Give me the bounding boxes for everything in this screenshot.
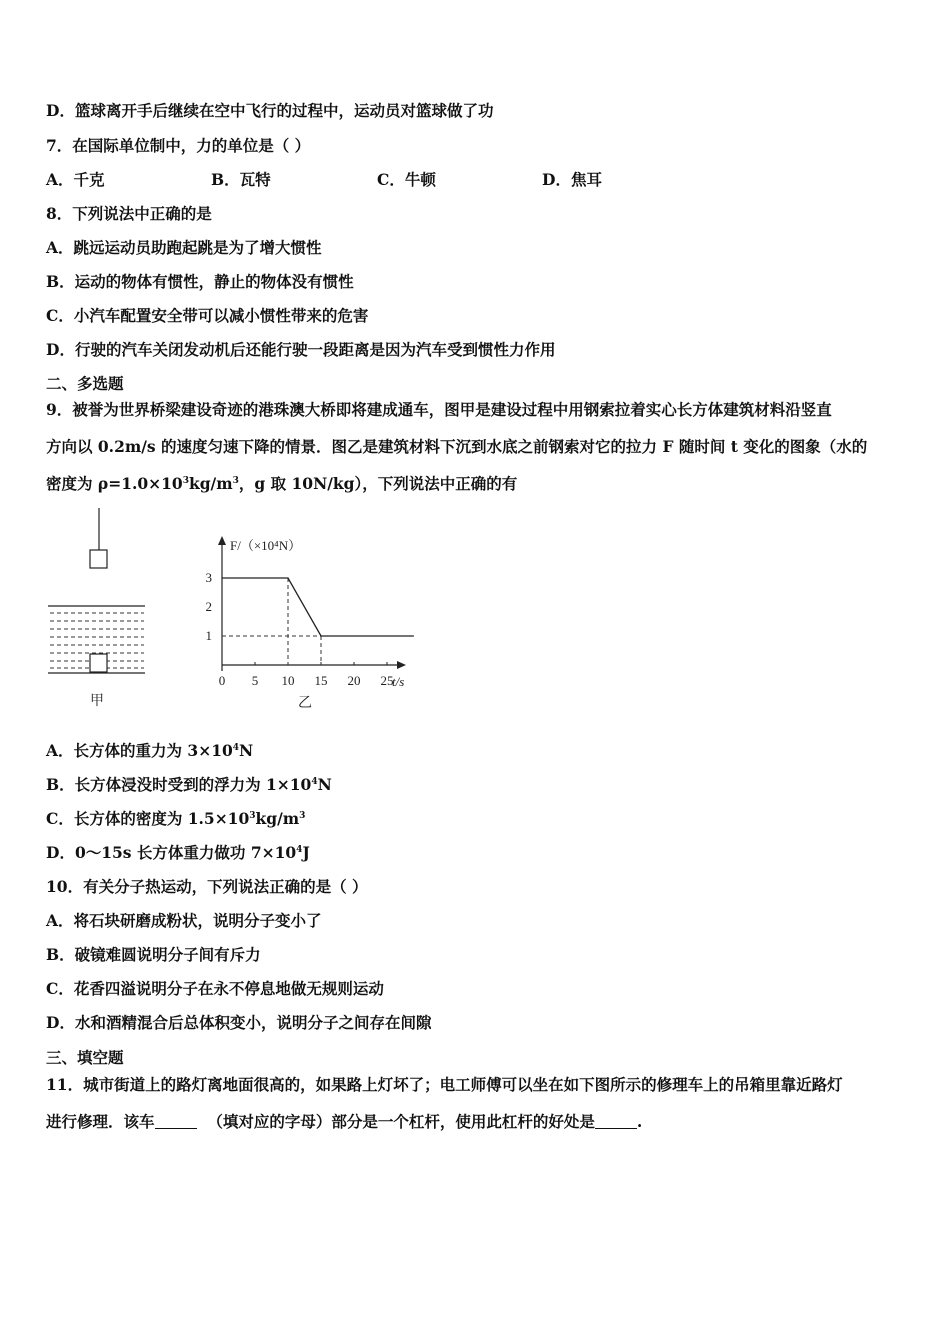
x-tick-label: 0: [218, 673, 226, 688]
y-tick-label: 2: [205, 599, 212, 614]
section-heading-multiple-choice: 二、多选题: [46, 374, 124, 393]
q7-option-b: B．瓦特: [211, 170, 271, 189]
q9-stem-line1: 9．被誉为世界桥梁建设奇迹的港珠澳大桥即将建成通车，图甲是建设过程中用钢索拉着实心长方体建筑材料沿竖直: [46, 400, 832, 419]
q10-option-d: D．水和酒精混合后总体积变小，说明分子之间存在间隙: [46, 1013, 432, 1032]
section-heading-fill-blank: 三、填空题: [46, 1048, 124, 1067]
y-axis-label: F/（×10⁴N）: [230, 538, 302, 553]
q7-stem: 7．在国际单位制中，力的单位是（ ）: [46, 136, 311, 155]
x-tick-label: 20: [347, 673, 361, 688]
q9-option-d: D．0～15s 长方体重力做功 $7\times 10^4J$: [46, 843, 310, 862]
q8-stem: 8．下列说法中正确的是: [46, 204, 212, 223]
q11-line1: 11．城市街道上的路灯离地面很高的，如果路上灯坏了；电工师傅可以坐在如下图所示的修理车上的吊箱里靠近路灯: [46, 1075, 843, 1094]
x-tick-label: 10: [281, 673, 295, 688]
q8-option-c: C．小汽车配置安全带可以减小惯性带来的危害: [46, 306, 369, 325]
data-point: [320, 635, 321, 636]
figure-yi-chart: [206, 536, 415, 711]
q10-stem: 10．有关分子热运动，下列说法正确的是（ ）: [46, 877, 368, 896]
figure-jia: [48, 508, 145, 709]
q7-option-a: A．千克: [46, 170, 105, 189]
q10-option-a: A．将石块研磨成粉状，说明分子变小了: [46, 911, 322, 930]
data-point: [221, 577, 222, 578]
y-tick-label: 3: [205, 570, 212, 585]
x-tick-label: 15: [314, 673, 328, 688]
q7-option-c: C．牛顿: [377, 170, 436, 189]
figure-yi-label: 乙: [298, 696, 312, 711]
x-axis-arrow: [397, 661, 406, 669]
answer-blank[interactable]: [595, 1114, 637, 1129]
x-tick-label: 5: [251, 673, 259, 688]
q6-option-d: D．篮球离开手后继续在空中飞行的过程中，运动员对篮球做了功: [46, 101, 494, 120]
data-point: [413, 635, 414, 636]
q9-option-a: A．长方体的重力为 $3\times 10^4N$: [46, 741, 254, 760]
q9-stem-line3: 密度为 $\rho=1.0\times 10^3kg/m^3$，g 取 10N/kg），下列说法中正确的有: [46, 474, 518, 493]
data-point: [287, 577, 288, 578]
x-axis-label: t/s: [392, 674, 405, 689]
q9-stem-line2: 方向以 0.2m/s 的速度匀速下降的情景．图乙是建筑材料下沉到水底之前钢索对它的拉力 F 随时间 t 变化的图象（水的: [46, 437, 868, 456]
figure-jia-label: 甲: [90, 694, 104, 709]
q8-option-b: B．运动的物体有惯性，静止的物体没有惯性: [46, 272, 354, 291]
q8-option-a: A．跳远运动员助跑起跳是为了增大惯性: [46, 238, 322, 257]
x-tick-label: 25: [380, 673, 394, 688]
q9-figure: [40, 505, 420, 715]
q10-option-c: C．花香四溢说明分子在永不停息地做无规则运动: [46, 979, 384, 998]
y-axis-arrow: [218, 536, 226, 545]
q11-line2: 进行修理．该车 （填对应的字母）部分是一个杠杆，使用此杠杆的好处是 .: [46, 1112, 643, 1131]
q9-option-c: C．长方体的密度为 $1.5\times 10^3kg/m^3$: [46, 809, 306, 828]
q8-option-d: D．行驶的汽车关闭发动机后还能行驶一段距离是因为汽车受到惯性力作用: [46, 340, 556, 359]
q7-option-d: D．焦耳: [542, 170, 602, 189]
y-tick-label: 1: [205, 628, 212, 643]
answer-blank[interactable]: [155, 1114, 197, 1129]
series-line-F: [222, 578, 413, 636]
q10-option-b: B．破镜难圆说明分子间有斥力: [46, 945, 261, 964]
q9-option-b: B．长方体浸没时受到的浮力为 $1\times 10^4N$: [46, 775, 332, 794]
